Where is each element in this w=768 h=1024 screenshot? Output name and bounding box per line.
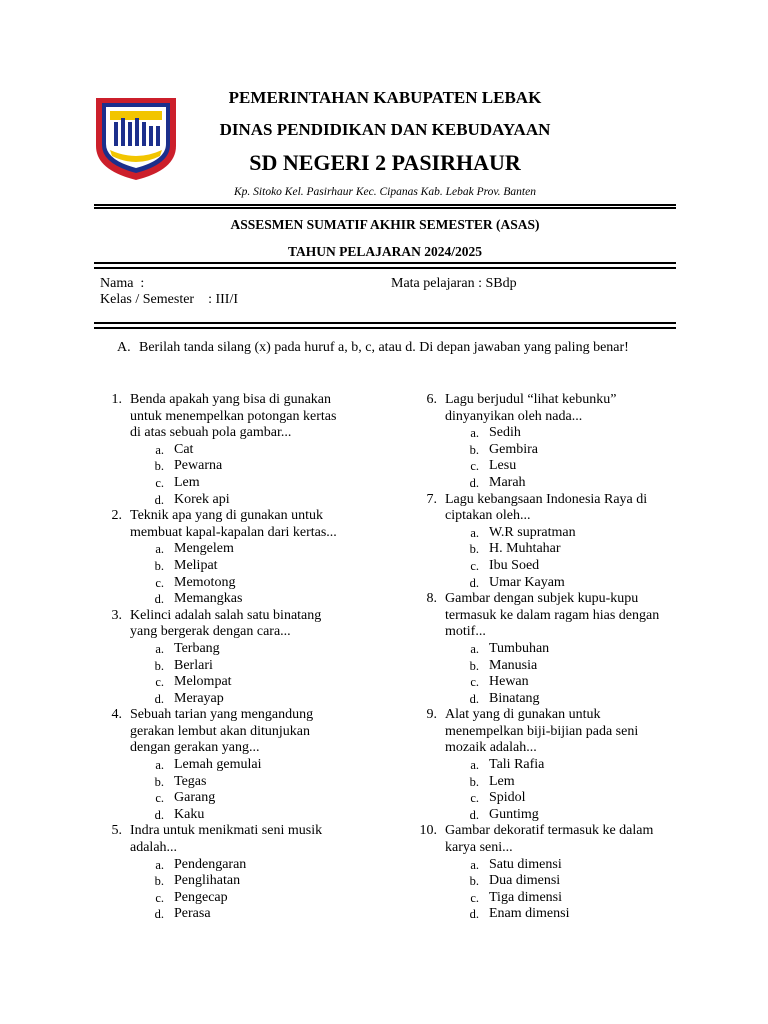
option-letter: c. (470, 890, 479, 905)
question-line: dinyanyikan oleh nada... (445, 408, 583, 424)
option-letter: c. (155, 475, 164, 490)
answer-option (92, 691, 372, 708)
question-item (407, 707, 697, 823)
exam-year: TAHUN PELAJARAN 2024/2025 (287, 244, 482, 259)
answer-option (407, 857, 697, 874)
answer-option (92, 591, 372, 608)
option-letter: a. (155, 758, 164, 773)
question-line: adalah... (130, 840, 178, 856)
option-text: Ibu Soed (489, 557, 540, 573)
answer-option (407, 890, 697, 907)
option-text: Perasa (174, 906, 211, 922)
option-letter: b. (469, 658, 479, 673)
option-text: Sedih (489, 425, 521, 441)
option-text: Lem (174, 474, 200, 490)
option-letter: d. (154, 492, 164, 507)
question-text (130, 508, 372, 541)
answer-option (92, 790, 372, 807)
option-letter: c. (470, 675, 479, 690)
question-text (130, 608, 372, 641)
government-heading: PEMERINTAHAN KABUPATEN LEBAK (228, 88, 542, 107)
question-number: 2. (111, 508, 122, 524)
question-line: Lagu berjudul “lihat kebunku” (445, 392, 617, 407)
option-letter: a. (470, 525, 479, 540)
answer-option (407, 807, 697, 824)
option-text: Binatang (489, 690, 540, 706)
school-address: Kp. Sitoko Kel. Pasirhaur Kec. Cipanas Kab. Lebak Prov. Banten (234, 186, 536, 198)
answer-option (407, 442, 697, 459)
option-text: Hewan (489, 674, 529, 690)
option-letter: b. (154, 874, 164, 889)
option-letter: d. (469, 907, 479, 922)
question-text (445, 392, 697, 425)
answer-option (407, 458, 697, 475)
question-item (92, 823, 372, 923)
answer-option (92, 807, 372, 824)
option-text: Satu dimensi (489, 856, 562, 872)
header-divider (94, 204, 676, 206)
question-text (130, 392, 372, 442)
option-text: Tiga dimensi (489, 889, 562, 905)
option-text: Melompat (174, 674, 232, 690)
question-number: 10. (419, 823, 437, 839)
question-line: Indra untuk menikmati seni musik (130, 823, 323, 839)
option-letter: d. (154, 907, 164, 922)
option-letter: d. (469, 475, 479, 490)
option-text: Tumbuhan (489, 640, 550, 656)
instruction-letter: A. (117, 340, 131, 355)
option-letter: b. (154, 774, 164, 789)
questions-column-left (92, 392, 372, 923)
answer-option (92, 774, 372, 791)
question-number: 9. (426, 707, 437, 723)
answer-option (92, 890, 372, 907)
option-letter: d. (154, 691, 164, 706)
option-text: Merayap (174, 690, 224, 706)
question-line: Benda apakah yang bisa di gunakan (130, 392, 331, 407)
option-text: Dua dimensi (489, 873, 561, 889)
question-number: 5. (111, 823, 122, 839)
option-letter: c. (470, 791, 479, 806)
question-number: 6. (426, 392, 437, 407)
question-line: mozaik adalah... (445, 740, 537, 756)
option-text: Memotong (174, 574, 236, 590)
answer-option (92, 458, 372, 475)
answer-option (92, 873, 372, 890)
department-heading: DINAS PENDIDIKAN DAN KEBUDAYAAN (219, 120, 551, 139)
question-item (92, 707, 372, 823)
option-text: Mengelem (174, 541, 234, 557)
question-line: motif... (445, 624, 486, 640)
answer-option (92, 442, 372, 459)
option-letter: c. (470, 558, 479, 573)
option-text: Terbang (174, 640, 220, 656)
fields-divider (94, 327, 676, 329)
option-letter: a. (155, 442, 164, 457)
answer-option (92, 541, 372, 558)
option-text: Marah (489, 474, 526, 490)
option-letter: a. (470, 426, 479, 441)
question-text (445, 707, 697, 757)
question-item (92, 392, 372, 508)
option-letter: a. (470, 857, 479, 872)
header-divider (94, 207, 676, 209)
question-line: gerakan lembut akan ditunjukan (130, 723, 310, 739)
name-field: Nama : (100, 276, 145, 291)
answer-option (92, 658, 372, 675)
answer-option (407, 525, 697, 542)
answer-option (92, 674, 372, 691)
option-text: Penglihatan (174, 873, 241, 889)
questions-column-right (407, 392, 697, 923)
question-line: Sebuah tarian yang mengandung (130, 707, 314, 723)
option-text: Pendengaran (174, 856, 247, 872)
question-number: 7. (426, 491, 437, 507)
question-line: untuk menempelkan potongan kertas (130, 408, 337, 424)
option-text: W.R supratman (489, 524, 576, 540)
option-letter: c. (470, 459, 479, 474)
question-item (92, 508, 372, 608)
option-text: Korek api (174, 491, 230, 507)
class-field: Kelas / Semester : III/I (100, 292, 239, 307)
question-text (130, 823, 372, 856)
question-line: Gambar dengan subjek kupu-kupu (445, 591, 639, 607)
option-letter: b. (469, 774, 479, 789)
fields-divider (94, 322, 676, 324)
question-line: karya seni... (445, 840, 513, 856)
option-text: Umar Kayam (489, 574, 565, 590)
option-text: H. Muhtahar (489, 541, 561, 557)
question-number: 4. (111, 707, 122, 723)
answer-option (92, 558, 372, 575)
question-text (445, 492, 697, 525)
option-text: Kaku (174, 806, 205, 822)
option-text: Lem (489, 773, 515, 789)
option-letter: a. (470, 641, 479, 656)
question-line: Kelinci adalah salah satu binatang (130, 607, 322, 623)
answer-option (407, 790, 697, 807)
title-divider (94, 267, 676, 269)
answer-option (407, 425, 697, 442)
question-item (407, 492, 697, 592)
school-crest-icon (92, 96, 180, 182)
question-line: Teknik apa yang di gunakan untuk (130, 508, 324, 524)
question-line: membuat kapal-kapalan dari kertas... (130, 524, 337, 540)
option-text: Lesu (489, 458, 517, 474)
option-letter: c. (155, 575, 164, 590)
answer-option (407, 757, 697, 774)
option-letter: b. (154, 459, 164, 474)
answer-option (407, 906, 697, 923)
answer-option (407, 641, 697, 658)
answer-option (407, 873, 697, 890)
question-line: ciptakan oleh... (445, 508, 531, 524)
option-text: Garang (174, 790, 216, 806)
option-letter: d. (469, 691, 479, 706)
answer-option (407, 674, 697, 691)
option-letter: a. (155, 542, 164, 557)
option-letter: c. (155, 675, 164, 690)
instruction (117, 340, 629, 356)
question-item (407, 392, 697, 492)
question-number: 1. (111, 392, 122, 407)
answer-option (407, 691, 697, 708)
option-text: Pewarna (174, 458, 223, 474)
option-letter: b. (469, 542, 479, 557)
exam-title: ASSESMEN SUMATIF AKHIR SEMESTER (ASAS) (230, 217, 540, 232)
question-line: Alat yang di gunakan untuk (445, 707, 601, 723)
option-text: Tegas (174, 773, 207, 789)
answer-option (92, 641, 372, 658)
option-letter: b. (154, 658, 164, 673)
option-text: Tali Rafia (489, 757, 545, 773)
option-letter: d. (154, 807, 164, 822)
option-text: Gembira (489, 441, 538, 457)
answer-option (92, 757, 372, 774)
option-text: Melipat (174, 557, 218, 573)
option-text: Lemah gemulai (174, 757, 262, 773)
option-letter: a. (155, 857, 164, 872)
option-text: Pengecap (174, 889, 228, 905)
answer-option (407, 558, 697, 575)
option-letter: a. (470, 758, 479, 773)
option-letter: c. (155, 791, 164, 806)
option-letter: b. (469, 442, 479, 457)
option-letter: b. (469, 874, 479, 889)
option-text: Berlari (174, 657, 213, 673)
subject-field: Mata pelajaran : SBdp (391, 276, 517, 291)
question-line: yang bergerak dengan cara... (130, 624, 291, 640)
option-letter: c. (155, 890, 164, 905)
option-letter: d. (469, 807, 479, 822)
school-name: SD NEGERI 2 PASIRHAUR (249, 150, 521, 175)
question-text (445, 823, 697, 856)
question-line: Gambar dekoratif termasuk ke dalam (445, 823, 654, 839)
option-text: Enam dimensi (489, 906, 570, 922)
answer-option (92, 857, 372, 874)
answer-option (92, 906, 372, 923)
question-text (130, 707, 372, 757)
question-number: 3. (111, 607, 122, 623)
answer-option (407, 774, 697, 791)
question-item (92, 608, 372, 708)
question-line: termasuk ke dalam ragam hias dengan (445, 607, 660, 623)
option-text: Cat (174, 441, 194, 457)
option-text: Memangkas (174, 591, 243, 607)
question-text (445, 591, 697, 641)
question-item (407, 591, 697, 707)
answer-option (92, 575, 372, 592)
answer-option (407, 475, 697, 492)
instruction-text: Berilah tanda silang (x) pada huruf a, b, c, atau d. Di depan jawaban yang paling benar! (139, 340, 629, 355)
question-line: menempelkan biji-bijian pada seni (445, 723, 639, 739)
answer-option (407, 658, 697, 675)
option-letter: d. (154, 592, 164, 607)
option-text: Guntimg (489, 806, 539, 822)
question-item (407, 823, 697, 923)
question-number: 8. (426, 591, 437, 607)
answer-option (92, 475, 372, 492)
answer-option (407, 541, 697, 558)
question-line: Lagu kebangsaan Indonesia Raya di (445, 491, 648, 507)
option-text: Manusia (489, 657, 538, 673)
question-line: di atas sebuah pola gambar... (130, 425, 292, 441)
title-divider (94, 262, 676, 264)
option-letter: b. (154, 558, 164, 573)
option-letter: a. (155, 641, 164, 656)
option-letter: d. (469, 575, 479, 590)
answer-option (407, 575, 697, 592)
option-text: Spidol (489, 790, 526, 806)
question-line: dengan gerakan yang... (130, 740, 260, 756)
answer-option (92, 492, 372, 509)
